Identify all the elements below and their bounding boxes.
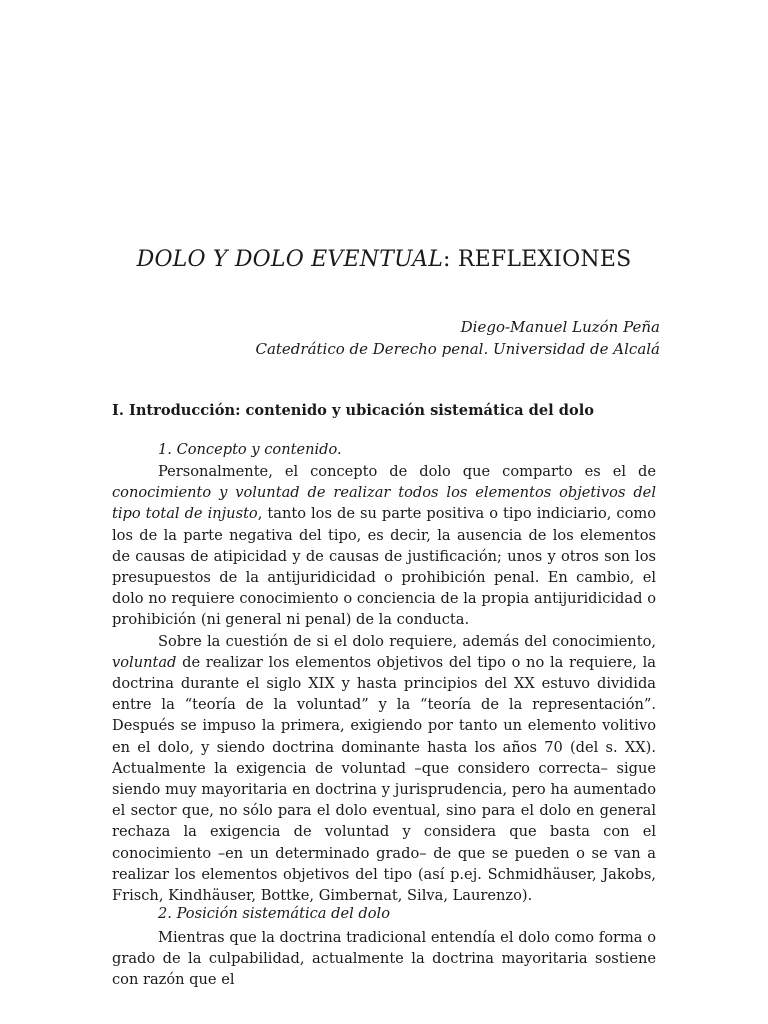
body-text-block-2 [112, 927, 656, 991]
document-title [0, 247, 768, 272]
subsection-heading-concepto: 1. Concepto y contenido. [158, 441, 342, 458]
title-italic-part: DOLO Y DOLO EVENTUAL [136, 247, 444, 272]
paragraph-1-lead: Personalmente, el concepto de dolo que comparto es el de [158, 463, 656, 480]
paragraph-3: Mientras que la doctrina tradicional entendía el dolo como forma o grado de la culpabilidad, actualmente la doctrina mayoritaria sostiene con razón que el [112, 929, 656, 989]
paragraph-1-rest: , tanto los de su parte positiva o tipo indiciario, como los de la parte negativa del tipo, es decir, la ausencia de los elementos de causas de atipicidad y de causas de justificación; unos y otros son los presupuestos de la antijuridicidad o prohibición penal. En cambio, el dolo no requiere conocimiento o conciencia de la propia antijuridicidad o prohibición (ni general ni penal) de la conducta. [112, 505, 656, 629]
subsection-heading-posicion: 2. Posición sistemática del dolo [158, 905, 390, 922]
paragraph-1 [112, 461, 656, 631]
paragraph-2-rest: de realizar los elementos objetivos del tipo o no la requiere, la doctrina durante el siglo XIX y hasta principios del XX estuvo dividida entre la “teoría de la voluntad” y la “teoría de la representación”. Después se impuso la primera, exigiendo por tanto un elemento volitivo en el dolo, y siendo doctrina dominante hasta los años 70 (del s. XX). Actualmente la exigencia de voluntad –que considero correcta– sigue siendo muy mayoritaria en doctrina y jurisprudencia, pero ha aumentado el sector que, no sólo para el dolo eventual, sino para el dolo en general rechaza la exigencia de voluntad y considera que basta con el conocimiento –en un determinado grado– de que se pueden o se van a realizar los elementos objetivos del tipo (así p.ej. Schmidhäuser, Jakobs, Frisch, Kindhäuser, Bottke, Gimbernat, Silva, Laurenzo). [112, 653, 656, 905]
section-heading: I. Introducción: contenido y ubicación sistemática del dolo [112, 402, 595, 419]
paragraph-1-italic: conocimiento y voluntad de realizar todos los elementos objetivos del tipo total de injusto [112, 484, 656, 523]
paragraph-2-italic: voluntad [112, 653, 177, 671]
paragraph-2-lead: Sobre la cuestión de si el dolo requiere, además del conocimiento, [158, 632, 656, 650]
title-rest: : REFLEXIONES [443, 247, 632, 272]
author-name: Diego-Manuel Luzón Peña [460, 318, 660, 336]
author-affiliation: Catedrático de Derecho penal. Universidad de Alcalá [255, 340, 660, 358]
paragraph-2 [112, 631, 656, 907]
body-text-block [112, 461, 656, 906]
